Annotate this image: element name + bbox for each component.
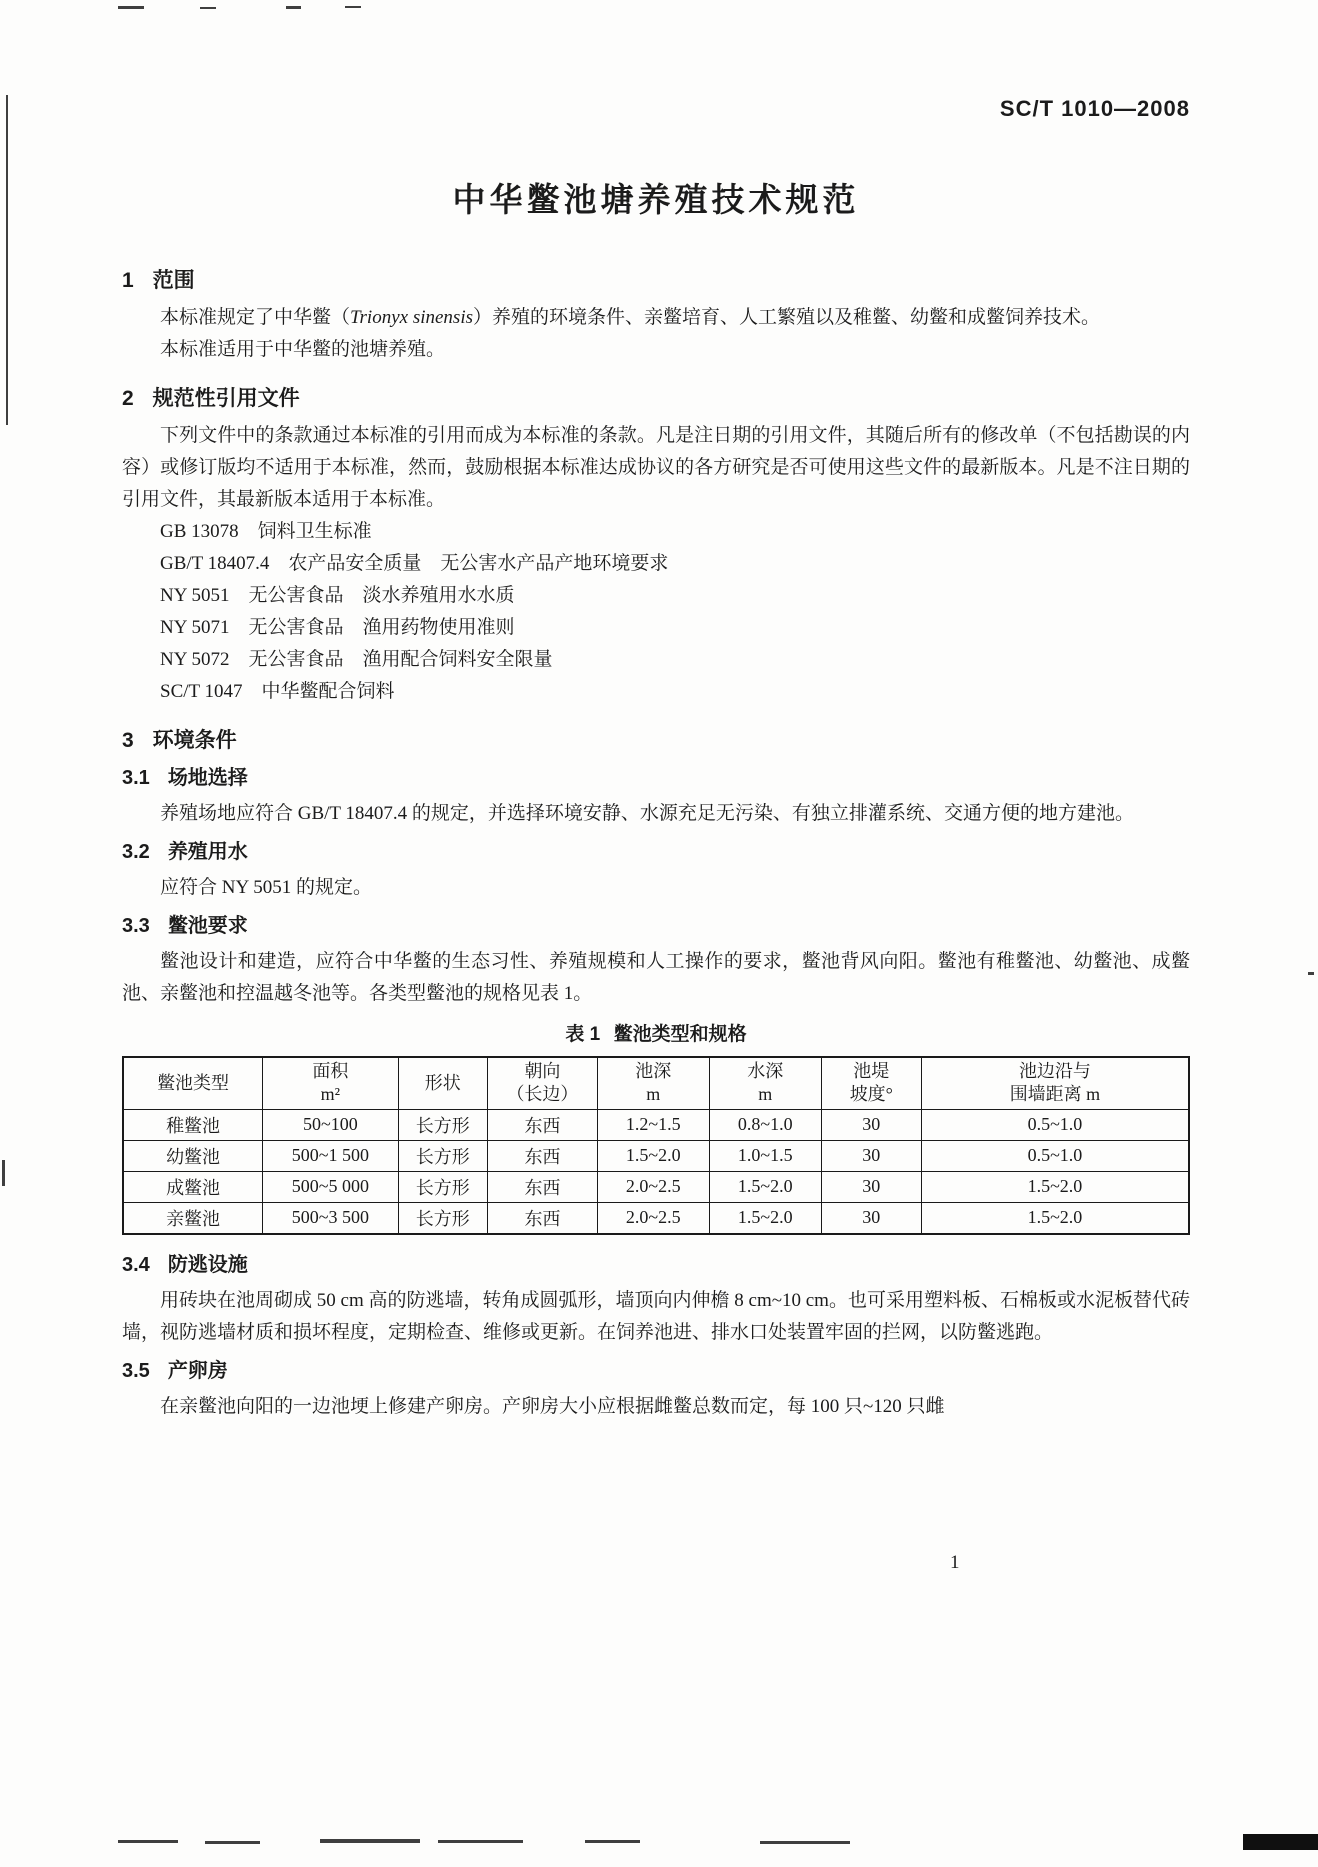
scan-artifact-bottom-5 [585, 1840, 640, 1843]
section-1-heading [122, 266, 1190, 296]
cell-pond-type: 稚鳖池 [123, 1109, 263, 1140]
reference-item: NY 5051 无公害食品 淡水养殖用水水质 [160, 585, 515, 606]
section-2-title: 规范性引用文件 [152, 387, 300, 410]
column-header-orientation: 朝向 （长边） [488, 1057, 598, 1109]
cell-pond-type: 成鳖池 [123, 1171, 263, 1202]
section-3-2-number: 3.2 [122, 841, 150, 863]
paragraph-text: 本标准规定了中华鳖（ [160, 307, 351, 328]
section-1-title: 范围 [152, 269, 195, 292]
cell-area: 500~5 000 [263, 1171, 398, 1202]
cell-pond-depth: 1.5~2.0 [597, 1140, 709, 1171]
column-header-wall-distance: 池边沿与 围墙距离 m [921, 1057, 1189, 1109]
cell-bank-slope: 30 [821, 1109, 921, 1140]
cell-pond-depth: 1.2~1.5 [597, 1109, 709, 1140]
table-row [123, 1140, 1189, 1171]
cell-orientation: 东西 [488, 1202, 598, 1234]
reference-item: GB/T 18407.4 农产品安全质量 无公害水产品产地环境要求 [160, 553, 669, 574]
cell-pond-type: 亲鳖池 [123, 1202, 263, 1234]
table-1-caption-text: 鳖池类型和规格 [613, 1024, 747, 1045]
cell-wall-distance: 1.5~2.0 [921, 1171, 1189, 1202]
scan-artifact-bottom-4 [438, 1840, 523, 1843]
section-3-1-number: 3.1 [122, 767, 150, 789]
section-3 [122, 726, 1190, 1423]
section-3-4-title: 防逃设施 [167, 1253, 248, 1276]
document-title: 中华鳖池塘养殖技术规范 [452, 181, 860, 218]
cell-shape: 长方形 [398, 1109, 488, 1140]
section-3-3-number: 3.3 [122, 915, 150, 937]
scan-artifact-bottom-6 [760, 1841, 850, 1844]
reference-item: SC/T 1047 中华鳖配合饲料 [160, 681, 395, 702]
table-header-row [123, 1057, 1189, 1109]
scan-artifact-bottom-1 [118, 1840, 178, 1843]
section-1-paragraph-1 [122, 302, 1190, 334]
table-row [123, 1202, 1189, 1234]
section-1-paragraph-2: 本标准适用于中华鳖的池塘养殖。 [160, 339, 446, 360]
section-2-paragraph-1: 下列文件中的条款通过本标准的引用而成为本标准的条款。凡是注日期的引用文件，其随后所有的修改单（不包括勘误的内容）或修订版均不适用于本标准，然而，鼓励根据本标准达成协议的各方研究是否可使用这些文件的最新版本。凡是不注日期的引用文件，其最新版本适用于本标准。 [122, 425, 1190, 510]
section-3-3-title: 鳖池要求 [167, 915, 248, 937]
table-row [123, 1171, 1189, 1202]
scan-artifact-corner-blob [1243, 1834, 1318, 1850]
cell-orientation: 东西 [488, 1171, 598, 1202]
cell-orientation: 东西 [488, 1109, 598, 1140]
cell-area: 50~100 [263, 1109, 398, 1140]
table-1-caption-label: 表 1 [565, 1024, 601, 1045]
section-3-1-title: 场地选择 [167, 767, 248, 789]
cell-bank-slope: 30 [821, 1171, 921, 1202]
section-3-5-title: 产卵房 [167, 1359, 228, 1382]
cell-wall-distance: 0.5~1.0 [921, 1140, 1189, 1171]
standard-code: SC/T 1010—2008 [999, 96, 1190, 121]
section-3-5-heading [122, 1357, 1190, 1385]
section-3-2-paragraph: 应符合 NY 5051 的规定。 [160, 877, 372, 898]
pond-spec-table [122, 1056, 1190, 1235]
cell-water-depth: 0.8~1.0 [709, 1109, 821, 1140]
cell-shape: 长方形 [398, 1202, 488, 1234]
section-3-1-heading [122, 764, 1190, 792]
reference-item: GB 13078 饲料卫生标准 [160, 521, 372, 542]
cell-shape: 长方形 [398, 1140, 488, 1171]
cell-bank-slope: 30 [821, 1140, 921, 1171]
section-2-number: 2 [122, 387, 134, 410]
scan-artifact-bottom-2 [205, 1841, 260, 1844]
cell-pond-depth: 2.0~2.5 [597, 1202, 709, 1234]
section-3-4-heading [122, 1251, 1190, 1279]
column-header-bank-slope: 池堤 坡度° [821, 1057, 921, 1109]
section-3-number: 3 [122, 729, 134, 752]
column-header-water-depth: 水深 m [709, 1057, 821, 1109]
cell-wall-distance: 1.5~2.0 [921, 1202, 1189, 1234]
section-2-heading [122, 384, 1190, 414]
column-header-shape: 形状 [398, 1057, 488, 1109]
section-3-title: 环境条件 [152, 729, 237, 752]
section-2 [122, 384, 1190, 708]
scan-artifact-bottom-3 [320, 1839, 420, 1843]
cell-water-depth: 1.5~2.0 [709, 1202, 821, 1234]
section-3-3-heading [122, 912, 1190, 940]
section-3-3-paragraph: 鳖池设计和建造，应符合中华鳖的生态习性、养殖规模和人工操作的要求，鳖池背风向阳。鳖池有稚鳖池、幼鳖池、成鳖池、亲鳖池和控温越冬池等。各类型鳖池的规格见表 1。 [122, 951, 1190, 1004]
reference-item: NY 5071 无公害食品 渔用药物使用准则 [160, 617, 515, 638]
cell-orientation: 东西 [488, 1140, 598, 1171]
table-row [123, 1109, 1189, 1140]
cell-water-depth: 1.5~2.0 [709, 1171, 821, 1202]
page-number: 1 [950, 1552, 960, 1573]
column-header-area: 面积 m² [263, 1057, 398, 1109]
cell-bank-slope: 30 [821, 1202, 921, 1234]
section-3-heading [122, 726, 1190, 756]
paragraph-text: ）养殖的环境条件、亲鳖培育、人工繁殖以及稚鳖、幼鳖和成鳖饲养技术。 [473, 307, 1101, 328]
cell-wall-distance: 0.5~1.0 [921, 1109, 1189, 1140]
cell-pond-type: 幼鳖池 [123, 1140, 263, 1171]
cell-area: 500~1 500 [263, 1140, 398, 1171]
column-header-pond-type: 鳖池类型 [123, 1057, 263, 1109]
cell-area: 500~3 500 [263, 1202, 398, 1234]
section-3-4-number: 3.4 [122, 1253, 150, 1276]
section-3-2-title: 养殖用水 [167, 841, 248, 863]
section-3-2-heading [122, 838, 1190, 866]
cell-pond-depth: 2.0~2.5 [597, 1171, 709, 1202]
section-3-5-paragraph: 在亲鳖池向阳的一边池埂上修建产卵房。产卵房大小应根据雌鳖总数而定，每 100 只~120 只雌 [160, 1395, 945, 1417]
reference-item: NY 5072 无公害食品 渔用配合饲料安全限量 [160, 649, 553, 670]
section-3-5-number: 3.5 [122, 1359, 150, 1382]
cell-shape: 长方形 [398, 1171, 488, 1202]
cell-water-depth: 1.0~1.5 [709, 1140, 821, 1171]
table-1-caption [122, 1022, 1190, 1048]
species-latin-name: Trionyx sinensis [350, 307, 473, 328]
column-header-pond-depth: 池深 m [597, 1057, 709, 1109]
section-3-1-paragraph: 养殖场地应符合 GB/T 18407.4 的规定，并选择环境安静、水源充足无污染、有独立排灌系统、交通方便的地方建池。 [160, 803, 1134, 824]
section-1-number: 1 [122, 269, 134, 292]
section-1 [122, 266, 1190, 366]
section-3-4-paragraph: 用砖块在池周砌成 50 cm 高的防逃墙，转角成圆弧形，墙顶向内伸檐 8 cm~10 cm。也可采用塑料板、石棉板或水泥板替代砖墙，视防逃墙材质和损坏程度，定期检查、维修或更新。在饲养池进、排水口处装置牢固的拦网，以防鳖逃跑。 [122, 1289, 1190, 1343]
